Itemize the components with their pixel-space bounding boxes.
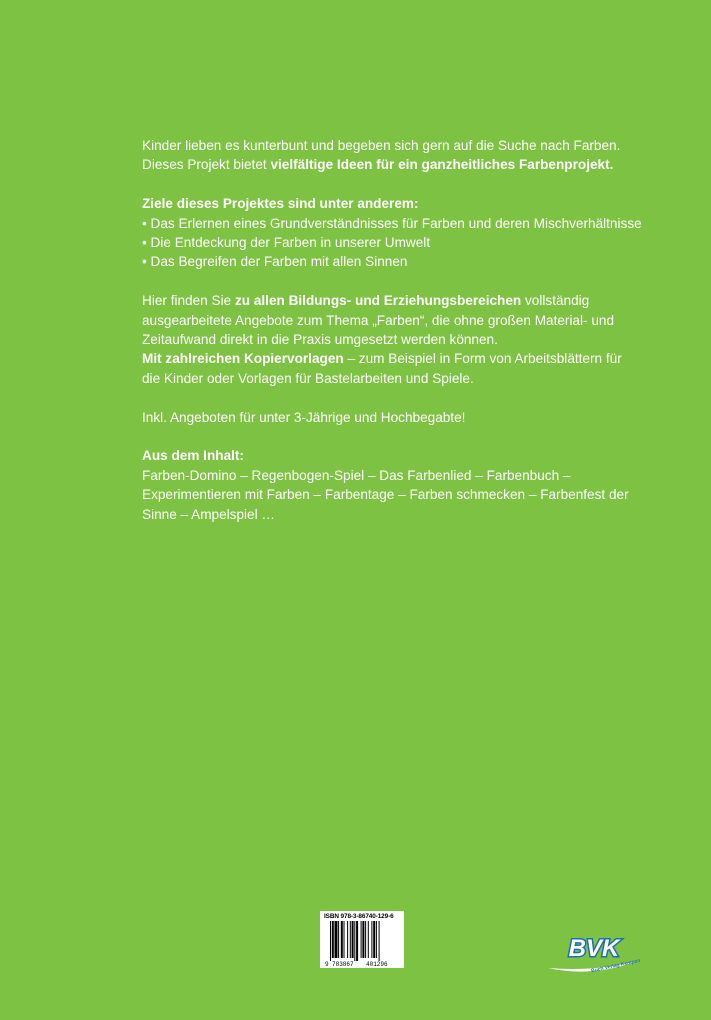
barcode-icon <box>324 921 400 967</box>
intro-bold-text: vielfältige Ideen für ein ganzheitliches Farbenprojekt. <box>270 157 614 173</box>
isbn-label: ISBN 978-3-86740-129-6 <box>324 913 394 920</box>
goal-item: • Das Begreifen der Farben mit allen Sinnen <box>142 254 408 270</box>
intro-text: Kinder lieben es kunterbunt und begeben sich gern auf die Suche nach Farben. Dieses Projekt bietet <box>142 138 621 173</box>
logo-text: BVK <box>568 935 620 962</box>
contents-text: Farben-Domino – Regenbogen-Spiel – Das Farbenlied – Farbenbuch – Experimentieren mit Farben – Farbentage – Farben schmecken – Farbenfest der Sinne – Ampelspiel … <box>142 467 629 522</box>
contents-heading: Aus dem Inhalt: <box>142 448 244 464</box>
back-cover-text <box>142 136 642 524</box>
goal-item: • Die Entdeckung der Farben in unserer Umwelt <box>142 235 431 251</box>
offer-bold-text: Mit zahlreichen Kopiervorlagen <box>142 351 344 367</box>
offer-text: Hier finden Sie <box>142 293 235 309</box>
offer-bold-text: zu allen Bildungs- und Erziehungsbereichen <box>234 293 522 309</box>
offer-text: vollständig ausgearbeitete Angebote zum Thema „Farben“, die ohne großen Material- und Zeitaufwand direkt in die Praxis umgesetzt werden können. <box>142 293 615 348</box>
barcode-digits-right: 401296 <box>366 961 388 967</box>
logo-subtext: Buch Verlag Kempen <box>590 957 641 975</box>
note-text: Inkl. Angeboten für unter 3-Jährige und Hochbegabte! <box>142 409 466 425</box>
intro-paragraph <box>142 136 642 175</box>
barcode-digits-left: 783867 <box>332 961 354 967</box>
barcode-digit-first: 9 <box>325 961 329 967</box>
offer-text: – zum Beispiel in Form von Arbeitsblättern für die Kinder oder Vorlagen für Bastelarbeiten und Spiele. <box>142 351 622 386</box>
bvk-logo <box>544 930 644 975</box>
isbn-barcode-box <box>320 911 404 968</box>
offer-paragraph <box>142 291 642 388</box>
goals-heading: Ziele dieses Projektes sind unter anderem: <box>142 196 419 212</box>
goal-item: • Das Erlernen eines Grundverständnisses für Farben und deren Mischverhältnisse <box>142 215 642 231</box>
